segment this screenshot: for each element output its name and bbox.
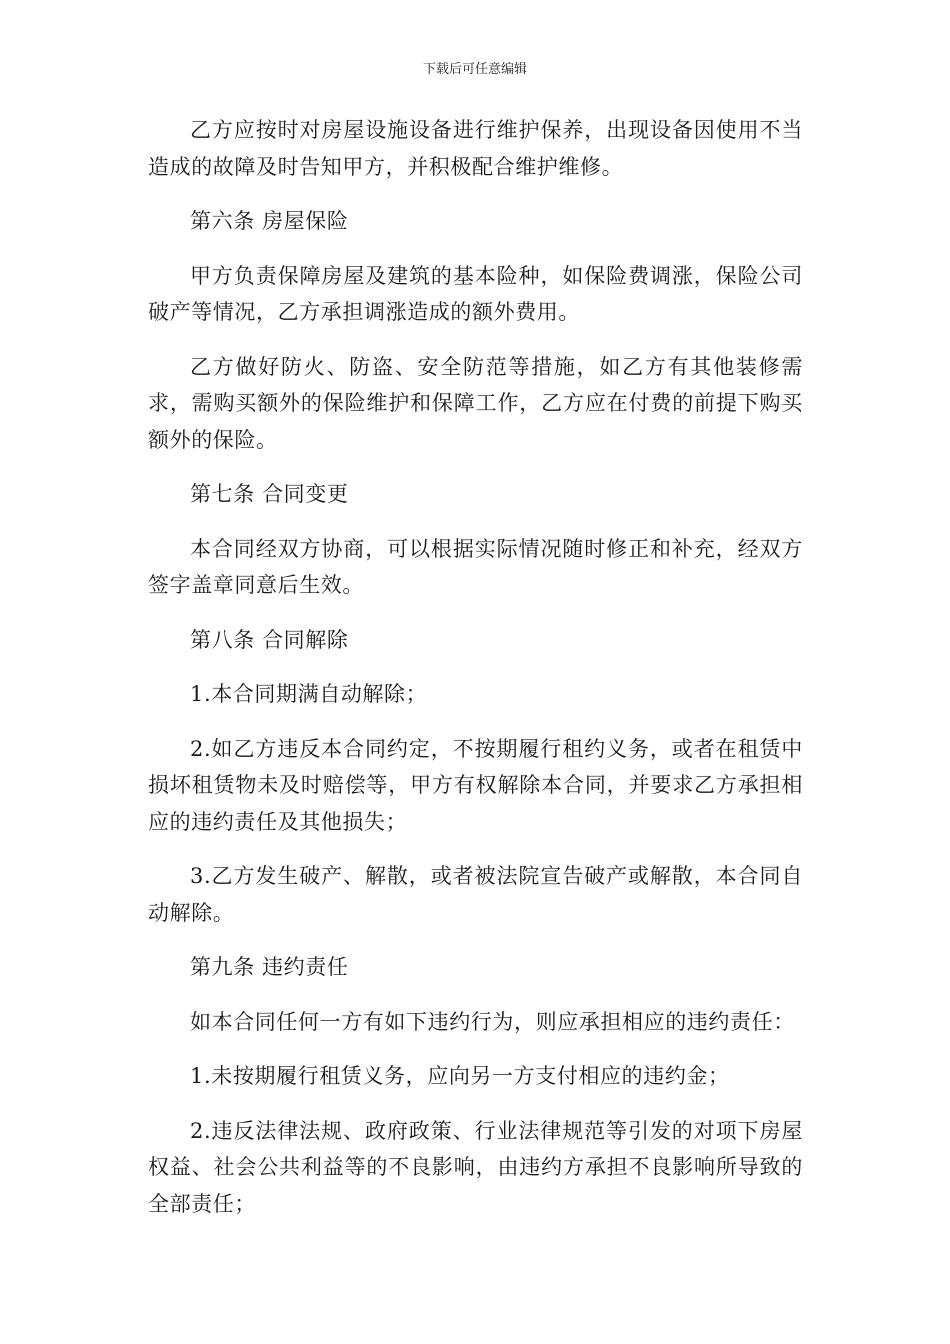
article-6-heading: 第六条 房屋保险 [190,209,349,233]
breach-item-1: 1.未按期履行租赁义务，应向另一方支付相应的违约金； [190,1064,730,1088]
paragraph-contract-change: 本合同经双方协商，可以根据实际情况随时修正和补充，经双方签字盖章同意后生效。 [148,536,803,597]
paragraph-maintenance: 乙方应按时对房屋设施设备进行维护保养，出现设备因使用不当造成的故障及时告知甲方，并积极配合维护维修。 [148,118,803,179]
article-8-heading: 第八条 合同解除 [190,627,349,652]
paragraph-breach-intro: 如本合同任何一方有如下违约行为，则应承担相应的违约责任： [190,1009,795,1034]
termination-item-3: 3.乙方发生破产、解散，或者被法院宣告破产或解散，本合同自动解除。 [148,864,803,925]
breach-item-2: 2.违反法律法规、政府政策、行业法律规范等引发的对项下房屋权益、社会公共利益等的不良影响，由违约方承担不良影响所导致的全部责任； [148,1118,803,1216]
article-9-heading: 第九条 违约责任 [190,955,349,979]
paragraph-insurance-lessor: 甲方负责保障房屋及建筑的基本险种，如保险费调涨，保险公司破产等情况，乙方承担调涨造成的额外费用。 [148,263,803,324]
article-7-heading: 第七条 合同变更 [190,482,349,506]
paragraph-insurance-lessee: 乙方做好防火、防盗、安全防范等措施，如乙方有其他装修需求，需购买额外的保险维护和保障工作，乙方应在付费的前提下购买额外的保险。 [148,354,803,452]
termination-item-2: 2.如乙方违反本合同约定，不按期履行租约义务，或者在租赁中损坏租赁物未及时赔偿等，甲方有权解除本合同，并要求乙方承担相应的违约责任及其他损失； [148,736,803,834]
header-note: 下载后可任意编辑 [422,62,527,77]
document-body [148,112,803,1240]
termination-item-1: 1.本合同期满自动解除； [190,682,428,706]
